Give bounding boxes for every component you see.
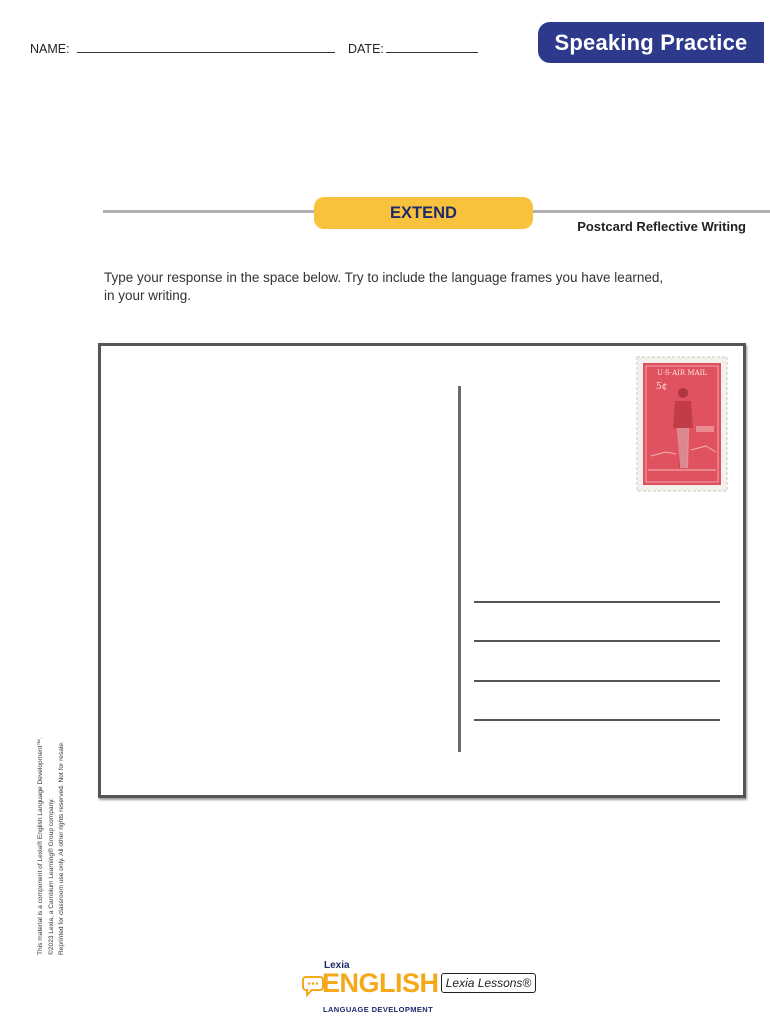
eld-logo-text: LANGUAGE DEVELOPMENT [323,1005,434,1014]
extend-pill: EXTEND [314,197,533,229]
copyright-sidebar [36,685,68,955]
stamp-top-text: U·S·AIR MAIL [656,369,708,377]
address-line[interactable] [474,680,720,682]
air-mail-stamp-icon [636,356,728,492]
name-blank[interactable] [77,42,335,53]
stamp-value: 5¢ [656,382,668,392]
name-field[interactable] [30,42,335,56]
section-subtitle: Postcard Reflective Writing [577,219,746,234]
postcard-divider [458,386,461,752]
lexia-logo-text: Lexia [324,960,350,971]
date-field[interactable] [348,42,478,56]
address-line[interactable] [474,601,720,603]
section-rule-left [103,210,315,213]
address-line[interactable] [474,719,720,721]
instructions-text: Type your response in the space below. Try to include the language frames you have learned, in your writing. [104,270,664,303]
section-rule-right [532,210,770,213]
date-label: DATE: [348,42,384,56]
name-label: NAME: [30,42,74,56]
lexia-lessons-logo: Lexia Lessons® [441,973,536,993]
copyright-line: ©2023 Lexia, a Cambium Learning® Group company. [47,798,55,955]
copyright-line: This material is a component of Lexia® English Language Development™. [37,737,44,955]
english-logo-text: ENGLISH [322,968,439,998]
copyright-line: Reprinted for classroom use only. All other rights reserved. Not for resale. [58,741,65,955]
address-line[interactable] [474,640,720,642]
date-blank[interactable] [386,42,478,53]
speaking-practice-badge: Speaking Practice [538,22,764,63]
speech-bubble-icon [302,974,324,998]
